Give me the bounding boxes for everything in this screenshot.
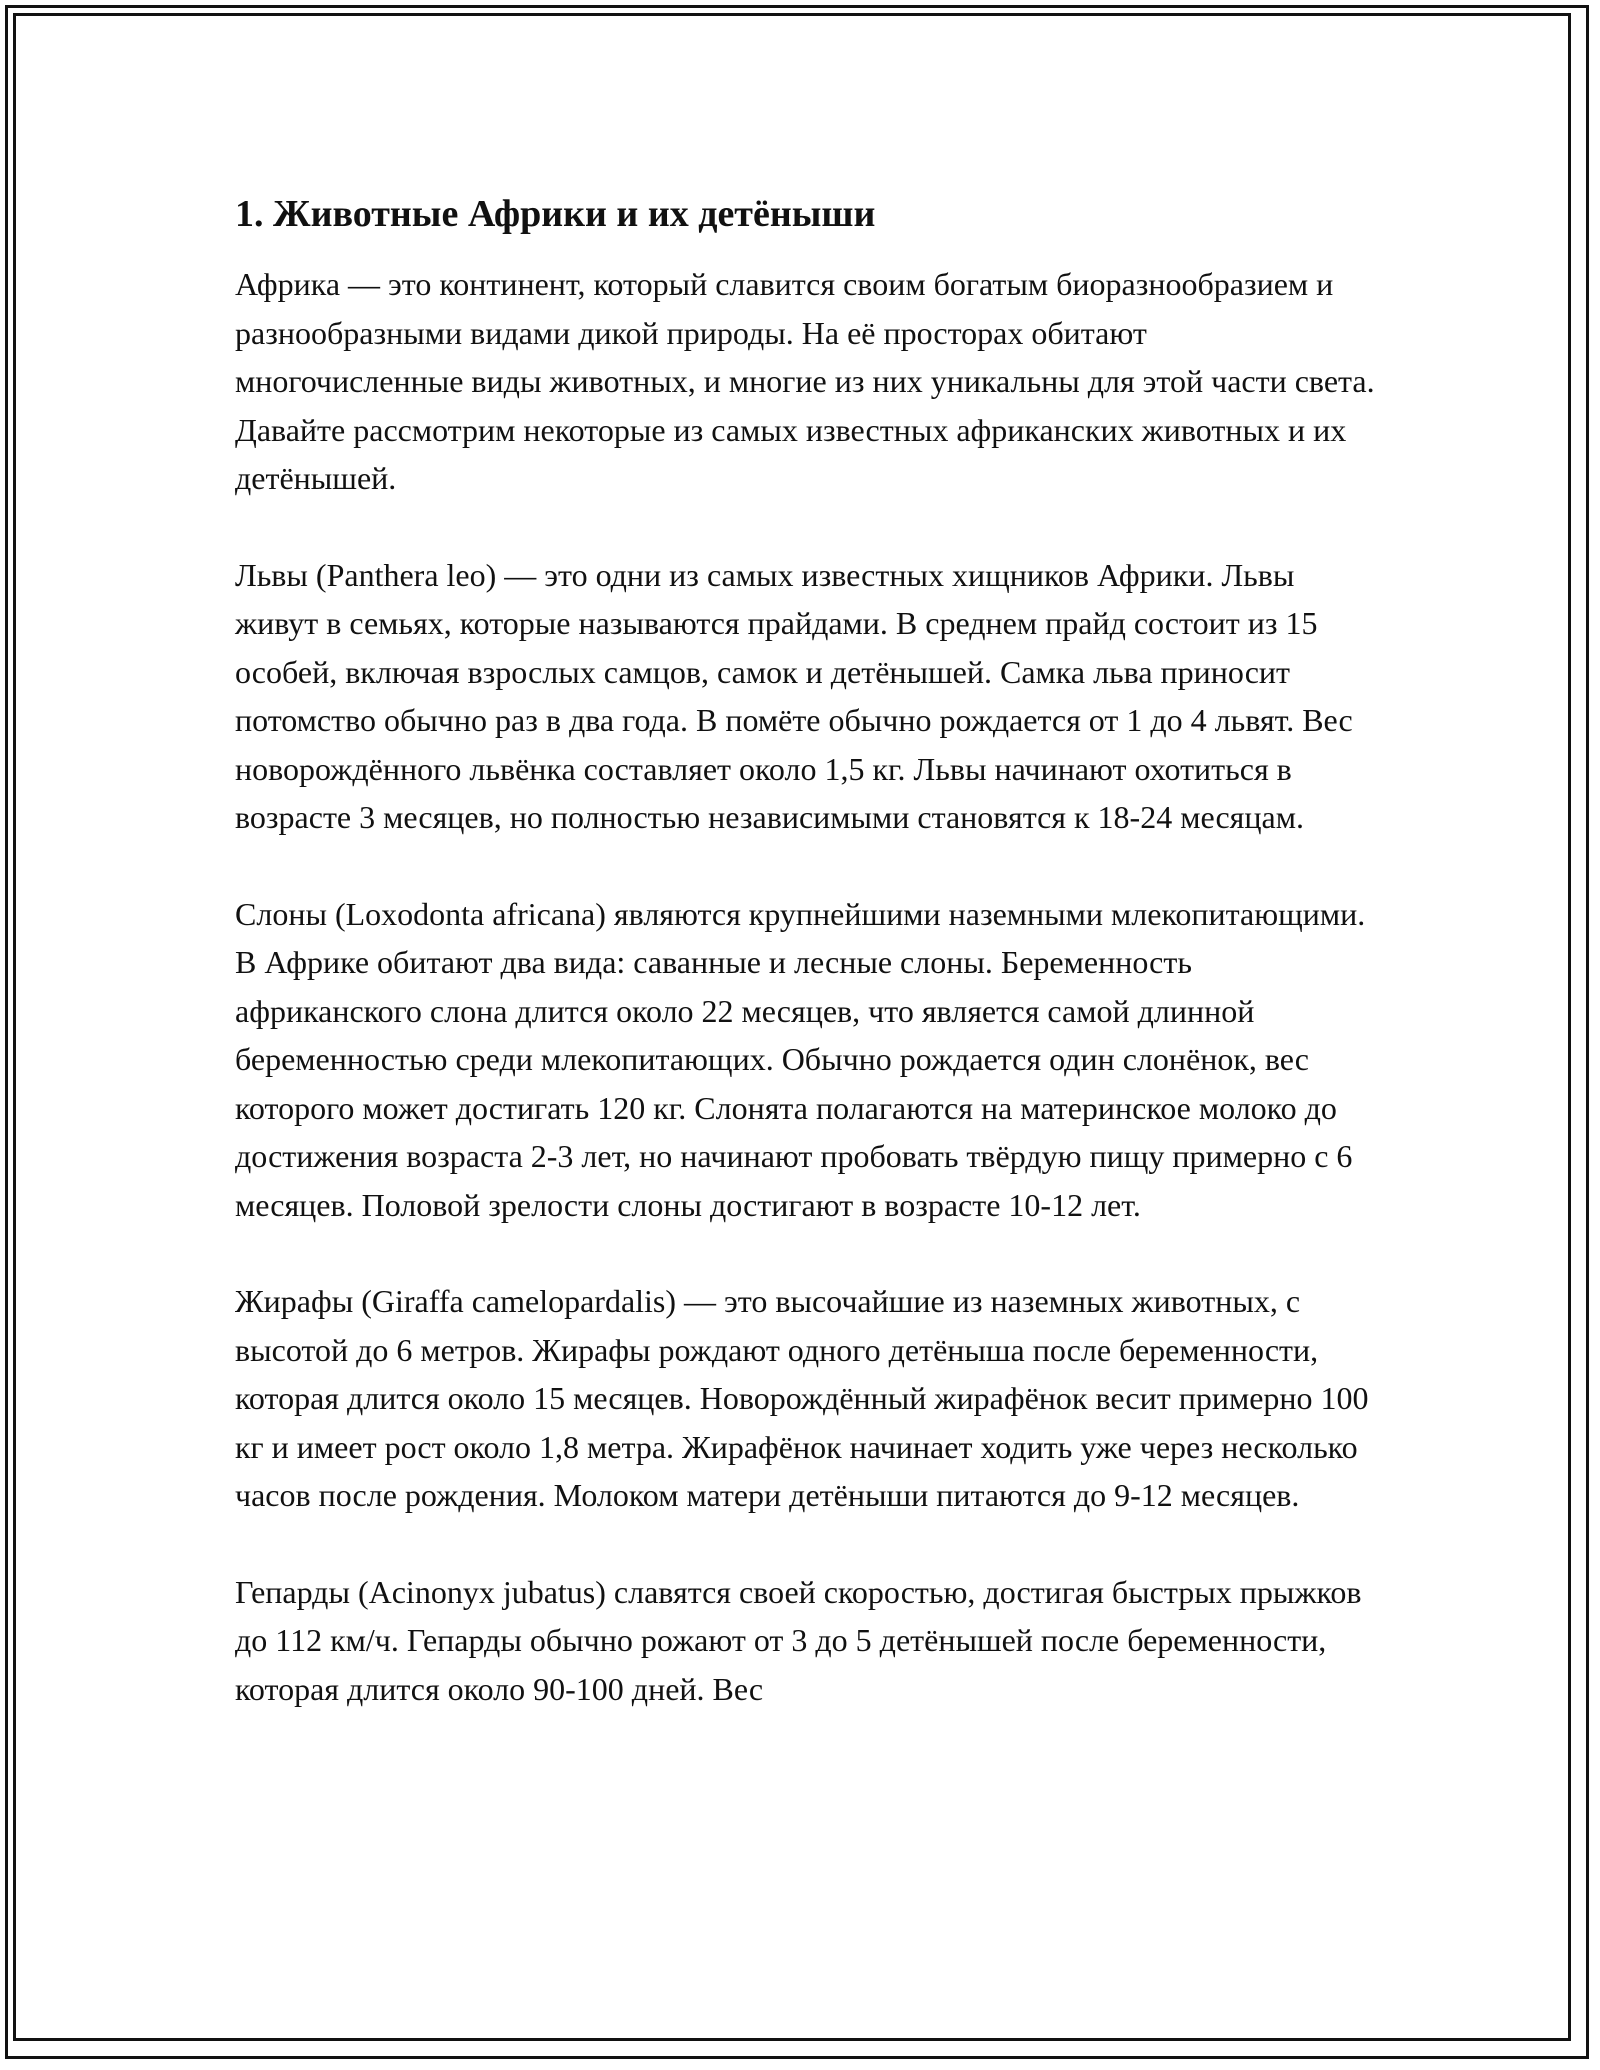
paragraph-cheetahs: Гепарды (Acinonyx jubatus) славятся своей скоростью, достигая быстрых прыжков до 112 км/ч. Гепарды обычно рожают от 3 до 5 детёнышей после беременности, которая длится около 90-100 дней. Вес — [235, 1573, 1362, 1707]
paragraph-giraffes: Жирафы (Giraffa camelopardalis) — это высочайшие из наземных животных, с высотой до 6 метров. Жирафы рождают одного детёныша после беременности, которая длится около 15 месяцев. Новорождённый жирафёнок весит примерно 100 кг и имеет рост около 1,8 метра. Жирафёнок начинает ходить уже через несколько часов после рождения. Молоком матери детёныши питаются до 9-12 месяцев. — [235, 1283, 1369, 1513]
document-body — [235, 186, 1380, 1761]
paragraph-elephants: Слоны (Loxodonta africana) являются крупнейшими наземными млекопитающими. В Африке обитают два вида: саванные и лесные слоны. Беременность африканского слона длится около 22 месяцев, что является самой длинной беременностью среди млекопитающих. Обычно рождается один слонёнок, вес которого может достигать 120 кг. Слонята полагаются на материнское молоко до достижения возраста 2-3 лет, но начинают пробовать твёрдую пищу примерно с 6 месяцев. Половой зрелости слоны достигают в возрасте 10-12 лет. — [235, 895, 1366, 1223]
section-heading: 1. Животные Африки и их детёныши — [235, 193, 876, 235]
paragraph-lions: Львы (Panthera leo) — это одни из самых известных хищников Африки. Львы живут в семьях, которые называются прайдами. В среднем прайд состоит из 15 особей, включая взрослых самцов, самок и детёнышей. Самка льва приносит потомство обычно раз в два года. В помёте обычно рождается от 1 до 4 львят. Вес новорождённого львёнка составляет около 1,5 кг. Львы начинают охотиться в возрасте 3 месяцев, но полностью независимыми становятся к 18-24 месяцам. — [235, 556, 1353, 835]
paragraph-intro-africa: Африка — это континент, который славится своим богатым биоразнообразием и разнообразными видами дикой природы. На её просторах обитают многочисленные виды животных, и многие из них уникальны для этой части света. Давайте рассмотрим некоторые из самых известных африканских животных и их детёнышей. — [235, 266, 1375, 496]
